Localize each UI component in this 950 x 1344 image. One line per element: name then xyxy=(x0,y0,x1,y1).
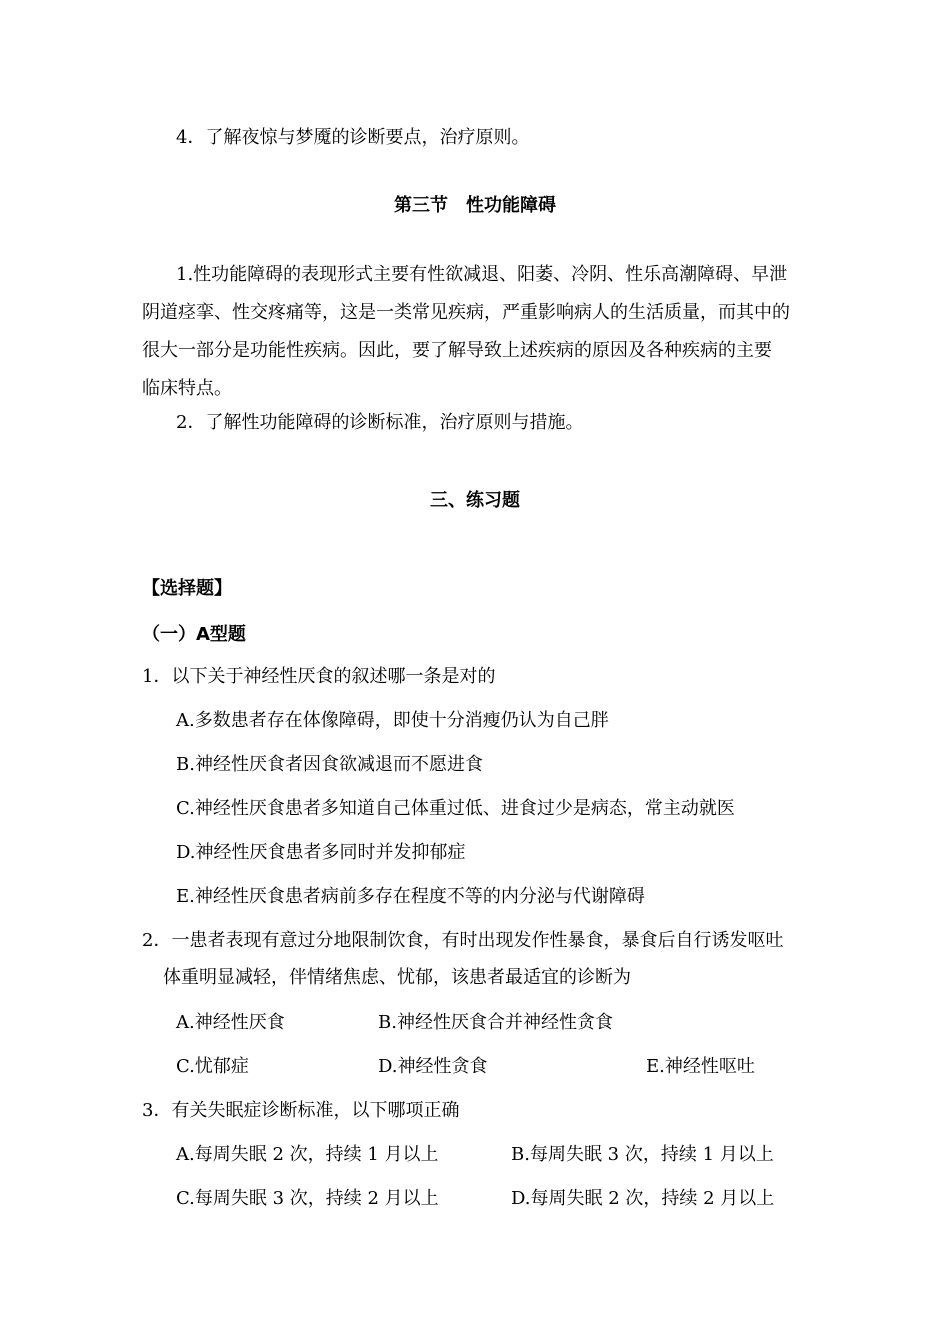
exercises-heading: 三、练习题 xyxy=(430,490,520,511)
question-2-stem: 体重明显减轻，伴情绪焦虑、忧郁，该患者最适宜的诊断为 xyxy=(163,967,631,988)
question-3-option-d: D.每周失眠 2 次，持续 2 月以上 xyxy=(511,1188,775,1209)
question-3-option-c: C.每周失眠 3 次，持续 2 月以上 xyxy=(176,1188,439,1209)
question-type-heading: （一）A型题 xyxy=(142,624,246,645)
paragraph-line: 1.性功能障碍的表现形式主要有性欲减退、阳萎、冷阴、性乐高潮障碍、早泄 xyxy=(176,264,788,285)
objective-item-4: 4．了解夜惊与梦魇的诊断要点，治疗原则。 xyxy=(176,127,530,148)
paragraph-line: 很大一部分是功能性疾病。因此，要了解导致上述疾病的原因及各种疾病的主要 xyxy=(142,340,772,361)
question-2-option-c: C.忧郁症 xyxy=(176,1056,249,1077)
question-1-option-b: B.神经性厌食者因食欲减退而不愿进食 xyxy=(176,754,483,775)
question-1-option-e: E.神经性厌食患者病前多存在程度不等的内分泌与代谢障碍 xyxy=(176,886,645,907)
question-2-option-e: E.神经性呕吐 xyxy=(646,1056,755,1077)
choice-title: 【选择题】 xyxy=(142,578,232,599)
question-3-stem: 3．有关失眠症诊断标准，以下哪项正确 xyxy=(142,1100,460,1121)
section-heading: 第三节 性功能障碍 xyxy=(394,195,556,216)
question-1-option-d: D.神经性厌食患者多同时并发抑郁症 xyxy=(176,842,466,863)
question-3-option-a: A.每周失眠 2 次，持续 1 月以上 xyxy=(176,1144,439,1165)
question-1-option-a: A.多数患者存在体像障碍，即使十分消瘦仍认为自己胖 xyxy=(176,710,609,731)
question-2-option-b: B.神经性厌食合并神经性贪食 xyxy=(378,1012,613,1033)
paragraph-item-2: 2．了解性功能障碍的诊断标准，治疗原则与措施。 xyxy=(176,412,584,433)
question-2-option-d: D.神经性贪食 xyxy=(378,1056,488,1077)
paragraph-line: 临床特点。 xyxy=(142,378,232,399)
paragraph-line: 阴道痉挛、性交疼痛等，这是一类常见疾病，严重影响病人的生活质量，而其中的 xyxy=(142,302,790,323)
question-2-stem: 2．一患者表现有意过分地限制饮食，有时出现发作性暴食，暴食后自行诱发呕吐 xyxy=(142,930,784,951)
question-2-option-a: A.神经性厌食 xyxy=(176,1012,285,1033)
question-1-stem: 1．以下关于神经性厌食的叙述哪一条是对的 xyxy=(142,666,496,687)
question-3-option-b: B.每周失眠 3 次，持续 1 月以上 xyxy=(511,1144,774,1165)
question-1-option-c: C.神经性厌食患者多知道自己体重过低、进食过少是病态，常主动就医 xyxy=(176,798,735,819)
